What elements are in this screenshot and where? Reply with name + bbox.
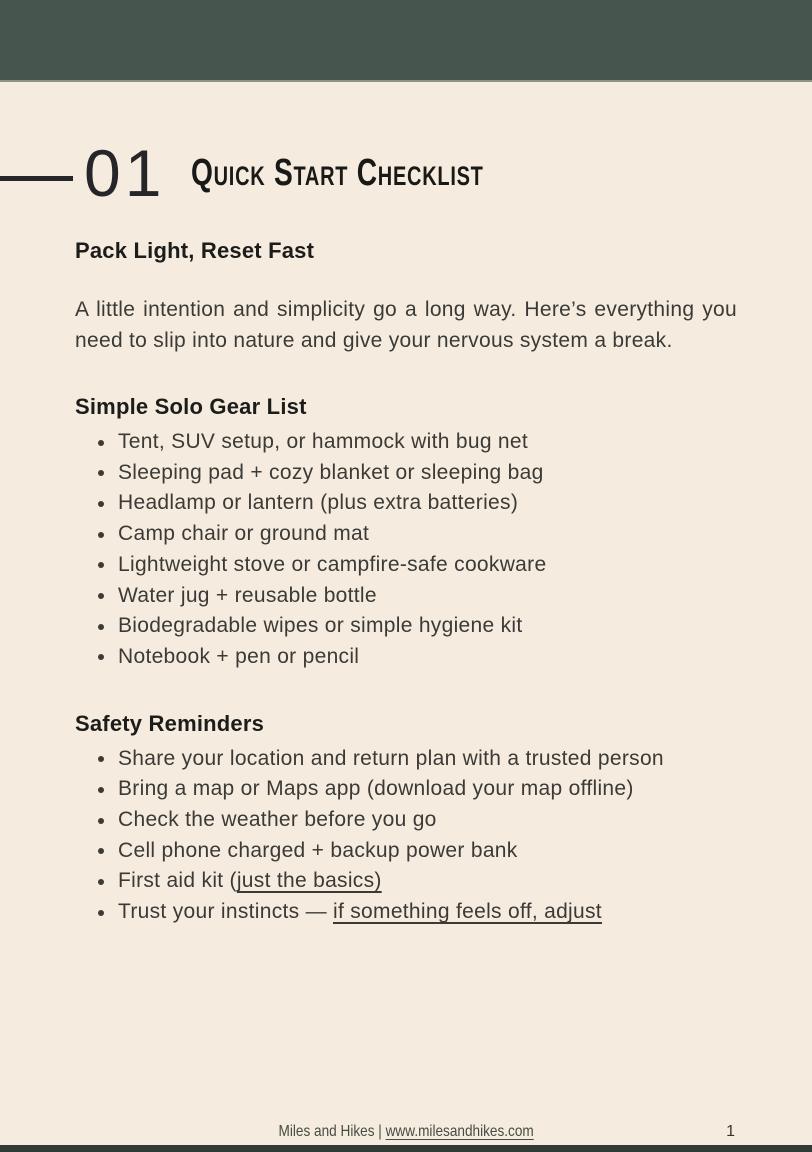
list-item [75, 458, 737, 489]
bullet-icon [98, 624, 104, 630]
list-item-text: Headlamp or lantern (plus extra batteries) [118, 491, 519, 515]
bullet-icon [98, 440, 104, 446]
chapter-header [84, 136, 587, 210]
section-subtitle: Pack Light, Reset Fast [75, 238, 315, 263]
list-item-text: First aid kit ( [118, 869, 237, 893]
list-item-text: Biodegradable wipes or simple hygiene kit [118, 614, 523, 638]
list-item-text: Cell phone charged + backup power bank [118, 838, 518, 862]
inline-link[interactable]: just the basics) [236, 869, 382, 893]
page-content [75, 238, 737, 928]
footer-website-link[interactable]: www.milesandhikes.com [385, 1123, 534, 1140]
safety-heading: Safety Reminders [75, 710, 265, 736]
footer-brand [0, 1123, 812, 1141]
list-item-text: Camp chair or ground mat [118, 522, 370, 546]
bullet-icon [98, 501, 104, 507]
gear-section [75, 394, 737, 673]
list-item [75, 866, 737, 897]
page-number: 1 [726, 1123, 735, 1140]
list-item-text: Tent, SUV setup, or hammock with bug net [118, 430, 529, 453]
list-item-text: Share your location and return plan with a trusted person [118, 746, 664, 770]
bullet-icon [98, 562, 104, 568]
gear-list [75, 427, 737, 673]
list-item [75, 488, 737, 519]
list-item [75, 581, 737, 612]
bullet-icon [98, 470, 104, 476]
bullet-icon [98, 848, 104, 854]
safety-section [75, 711, 737, 928]
list-item [75, 774, 737, 805]
chapter-title: Quick Start Checklist [191, 151, 485, 194]
list-item [75, 805, 737, 836]
chapter-number: 01 [84, 136, 166, 210]
bullet-icon [98, 879, 104, 885]
bullet-icon [98, 654, 104, 660]
gear-heading: Simple Solo Gear List [75, 394, 307, 419]
bullet-icon [98, 910, 104, 916]
list-item [75, 427, 737, 458]
list-item-text: Lightweight stove or campfire-safe cookware [118, 552, 547, 576]
top-banner [0, 0, 812, 82]
footer-brand-text [278, 1123, 533, 1141]
list-item [75, 642, 737, 673]
brand-name: Miles and Hikes | [278, 1123, 386, 1140]
list-item [75, 836, 737, 867]
bottom-banner [0, 1145, 812, 1152]
list-item [75, 519, 737, 550]
list-item-text: Water jug + reusable bottle [118, 583, 377, 607]
bullet-icon [98, 593, 104, 599]
safety-list [75, 744, 737, 928]
list-item [75, 611, 737, 642]
inline-link[interactable]: if something feels off, adjust [333, 900, 602, 924]
chapter-rule [0, 176, 73, 181]
bullet-icon [98, 787, 104, 793]
list-item-text: Check the weather before you go [118, 808, 437, 832]
list-item [75, 897, 737, 928]
bullet-icon [98, 818, 104, 824]
list-item [75, 550, 737, 581]
list-item-text: Bring a map or Maps app (download your map offline) [118, 777, 634, 801]
list-item-text: Notebook + pen or pencil [118, 644, 360, 668]
list-item-text: Sleeping pad + cozy blanket or sleeping bag [118, 460, 544, 484]
list-item [75, 744, 737, 775]
list-item-text: Trust your instincts — [118, 900, 334, 924]
bullet-icon [98, 756, 104, 762]
intro-paragraph: A little intention and simplicity go a long way. Here’s everything you need to slip into nature and give your nervous system a break. [75, 298, 737, 352]
bullet-icon [98, 532, 104, 538]
